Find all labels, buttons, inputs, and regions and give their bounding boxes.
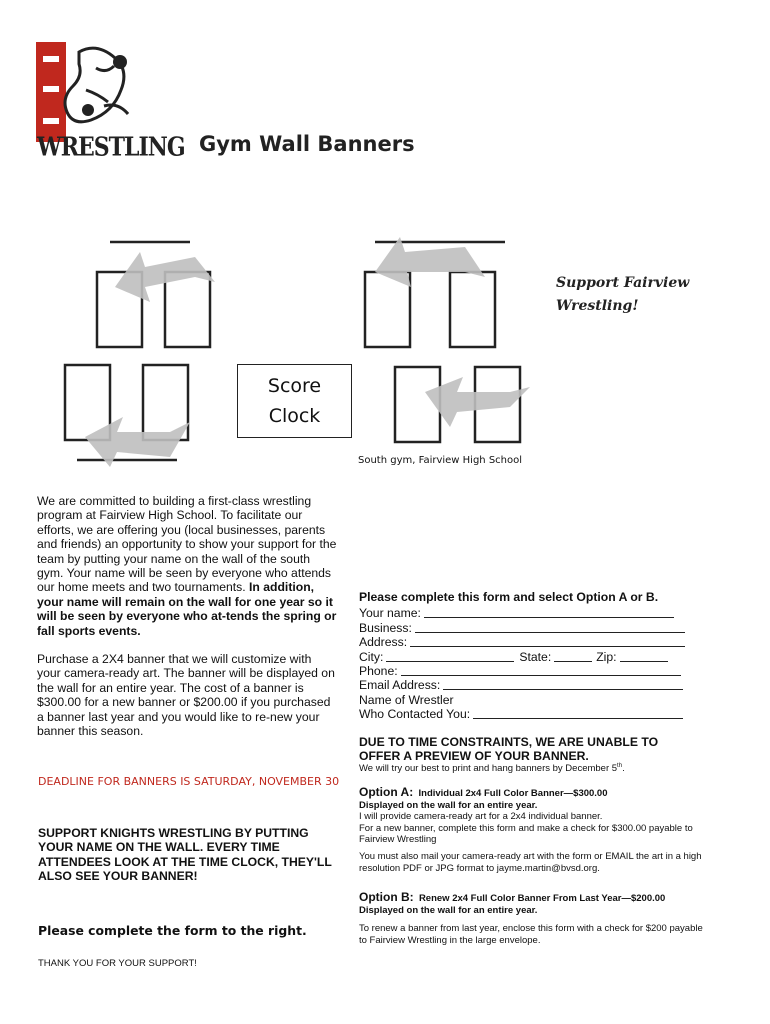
option-a-line2: For a new banner, complete this form and make a check for $300.00 payable to Fairview Wrestling: [359, 822, 693, 846]
diagram-caption: South gym, Fairview High School: [358, 455, 523, 466]
banner-slot: [450, 272, 495, 347]
option-b-line1: To renew a banner from last year, enclose this form with a check for $200 payable to Fairview Wrestling in the large envelope.: [359, 923, 703, 946]
thank-you-text: THANK YOU FOR YOUR SUPPORT!: [38, 958, 197, 969]
option-b-label: Option B:: [359, 890, 414, 904]
your-name-field[interactable]: Your name:: [359, 606, 699, 620]
due-subnote: We will try our best to print and hang banners by December 5th.: [359, 763, 625, 775]
email-field[interactable]: Email Address:: [359, 678, 699, 692]
banner-slot: [165, 272, 210, 347]
who-contacted-field[interactable]: Who Contacted You:: [359, 707, 699, 721]
option-b: [359, 892, 704, 946]
order-form: [359, 590, 699, 722]
option-a-label: Option A:: [359, 785, 414, 799]
address-field[interactable]: Address:: [359, 635, 699, 649]
option-a: [359, 787, 704, 874]
option-a-title: Individual 2x4 Full Color Banner—$300.00: [418, 788, 608, 799]
option-a-displayed: Displayed on the wall for an entire year.: [359, 799, 538, 811]
wrestler-field[interactable]: Name of Wrestler: [359, 692, 454, 707]
business-field[interactable]: Business:: [359, 621, 699, 635]
intro-text: [37, 494, 337, 739]
arrow-graphic: [375, 237, 485, 287]
page-title: Gym Wall Banners: [199, 132, 415, 156]
score-clock-box: Score Clock: [237, 364, 352, 438]
due-notice: DUE TO TIME CONSTRAINTS, WE ARE UNABLE TO OFFER A PREVIEW OF YOUR BANNER.: [359, 735, 659, 763]
intro-para1-bold: In addition, your name will remain on the wall for one year so it will be seen by everyone who at-tends the spring or fall sports events.: [37, 580, 337, 638]
banner-slot: [395, 367, 440, 442]
city-state-zip-field[interactable]: City: State: Zip:: [359, 650, 699, 664]
form-heading: Please complete this form and select Option A or B.: [359, 590, 659, 604]
phone-field[interactable]: Phone:: [359, 664, 699, 678]
support-knights-text: SUPPORT KNIGHTS WRESTLING BY PUTTING YOUR NAME ON THE WALL. EVERY TIME ATTENDEES LOOK AT THE TIME CLOCK, THEY'LL ALSO SEE YOUR BANNER!: [38, 826, 332, 884]
option-b-displayed: Displayed on the wall for an entire year.: [359, 904, 538, 916]
logo-wrestling-text: WRESTLING: [37, 131, 185, 163]
intro-para2: Purchase a 2X4 banner that we will customize with your camera-ready art. The banner will be displayed on the wall for an entire year. The cost of a banner is $300.00 for a new banner or $200.00 if you purchased a banner last year and you would like to re-new your banner this season.: [37, 652, 335, 739]
support-slogan: Support Fairview Wrestling!: [556, 275, 690, 314]
option-b-title: Renew 2x4 Full Color Banner From Last Year—$200.00: [418, 893, 666, 904]
option-a-line1: I will provide camera-ready art for a 2x4 individual banner.: [359, 811, 603, 823]
intro-para1: We are committed to building a first-class wrestling program at Fairview High School. To facilitate our efforts, we are offering you (local businesses, parents and friends) an opportunity to show your support for the team by putting your name on the wall of the south gym. Your name will be seen by everyone who attends our home meets and two tournaments.: [37, 494, 337, 595]
deadline-notice: DEADLINE FOR BANNERS IS SATURDAY, NOVEMBER 30: [38, 775, 340, 788]
please-complete-left: Please complete the form to the right.: [38, 923, 307, 938]
option-a-line3: You must also mail your camera-ready art with the form or EMAIL the art in a high resolution PDF or JPG format to jayme.martin@bvsd.org.: [359, 850, 702, 874]
